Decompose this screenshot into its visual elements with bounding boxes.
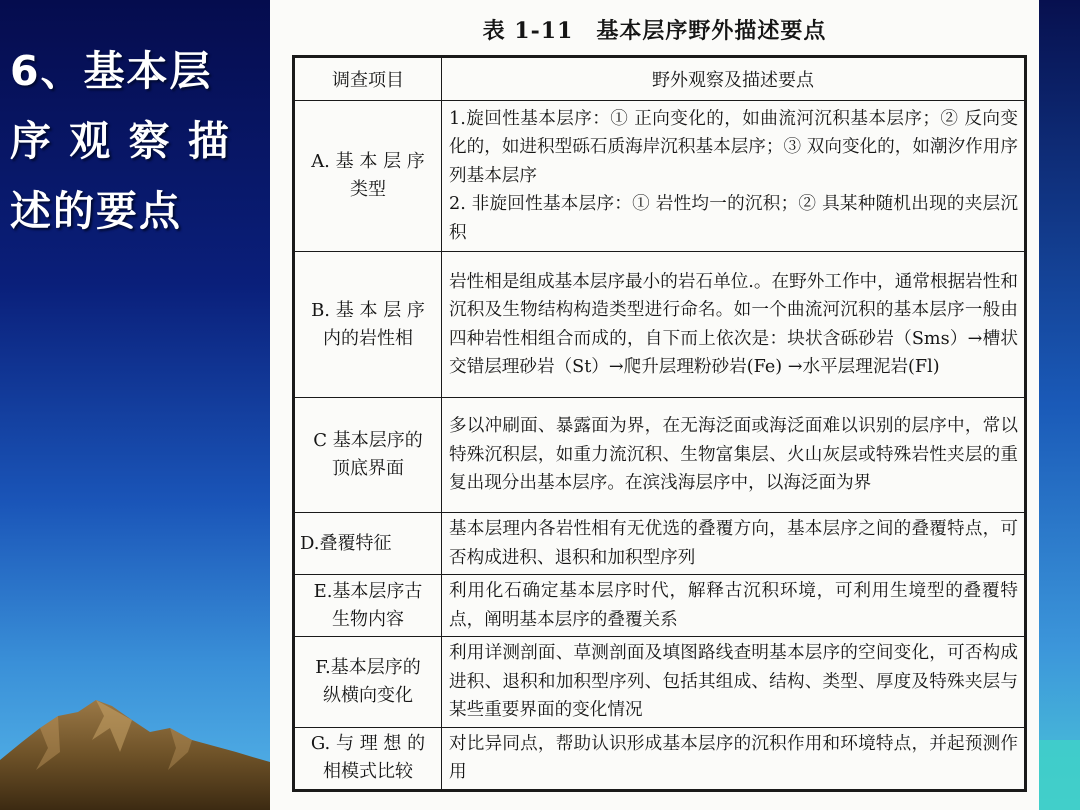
row-item-line: 顶底界面 xyxy=(332,458,404,479)
row-item-line: 类型 xyxy=(350,179,386,200)
row-item xyxy=(294,101,442,252)
row-description xyxy=(442,398,1026,513)
row-item xyxy=(294,398,442,513)
right-edge-decoration xyxy=(1039,0,1080,810)
description-paragraph: 利用详测剖面、草测剖面及填图路线查明基本层序的空间变化，可否构成进积、退积和加积型序列、包括其组成、结构、类型、厚度及特殊夹层与某些重要界面的变化情况 xyxy=(449,643,1018,720)
row-item xyxy=(294,252,442,398)
table-row xyxy=(294,575,1026,637)
row-item-line: A. 基 本 层 序 xyxy=(311,151,425,172)
slide-title-line: 序 观 察 描 xyxy=(10,117,231,165)
description-paragraph: 岩性相是组成基本层序最小的岩石单位.。在野外工作中，通常根据岩性和沉积及生物结构构造类型进行命名。如一个曲流河沉积的基本层序一般由四种岩性相组合而成的，自下而上依次是：块状含砾砂岩（Sms）→槽状交错层理砂岩（St）→爬升层理粉砂岩(Fe) →水平层理泥岩(Fl) xyxy=(449,271,1018,377)
table-row xyxy=(294,101,1026,252)
table-row xyxy=(294,513,1026,575)
row-item-line: G. 与 理 想 的 xyxy=(310,733,426,754)
row-description xyxy=(442,252,1026,398)
row-item xyxy=(294,513,442,575)
row-item-line: 生物内容 xyxy=(332,608,404,630)
table-row xyxy=(294,252,1026,398)
row-item-line: C 基本层序的 xyxy=(313,430,423,451)
row-item-line: 相模式比较 xyxy=(323,761,413,782)
table-row xyxy=(294,727,1026,790)
row-item-line: F.基本层序的 xyxy=(315,656,421,678)
description-paragraph: 1.旋回性基本层序：① 正向变化的，如曲流河沉积基本层序；② 反向变化的，如进积型砾石质海岸沉积基本层序；③ 双向变化的，如潮汐作用序列基本层序 xyxy=(449,108,1018,186)
row-item xyxy=(294,575,442,637)
description-paragraph: 2. 非旋回性基本层序：① 岩性均一的沉积；② 具某种随机出现的夹层沉积 xyxy=(449,194,1018,243)
header-description-points: 野外观察及描述要点 xyxy=(442,57,1026,101)
basic-sequence-table xyxy=(292,55,1027,792)
row-item xyxy=(294,727,442,790)
table-row xyxy=(294,398,1026,513)
row-description xyxy=(442,101,1026,252)
row-description xyxy=(442,575,1026,637)
description-paragraph: 多以冲刷面、暴露面为界，在无海泛面或海泛面难以识别的层序中，常以特殊沉积层，如重力流沉积、生物富集层、火山灰层或特殊岩性夹层的重复出现分出基本层序。在滨浅海层序中，以海泛面为界 xyxy=(449,416,1018,494)
slide-title xyxy=(10,36,260,246)
description-paragraph: 利用化石确定基本层序时代，解释古沉积环境，可利用生境型的叠覆特点，阐明基本层序的叠覆关系 xyxy=(449,581,1018,630)
header-survey-item: 调查项目 xyxy=(294,57,442,101)
table-caption: 表 1-11 基本层序野外描述要点 xyxy=(482,18,827,44)
row-item-line: E.基本层序古 xyxy=(313,580,423,602)
row-description xyxy=(442,637,1026,728)
table-row xyxy=(294,637,1026,728)
row-item-line: B. 基 本 层 序 xyxy=(311,299,425,321)
row-item xyxy=(294,637,442,728)
slide-title-line: 述的要点 xyxy=(10,187,182,235)
description-paragraph: 基本层理内各岩性相有无优选的叠覆方向，基本层序之间的叠覆特点，可否构成进积、退积和加积型序列 xyxy=(449,519,1018,568)
row-description xyxy=(442,513,1026,575)
row-description xyxy=(442,727,1026,790)
row-item-line: D.叠覆特征 xyxy=(300,532,392,554)
row-item-line: 内的岩性相 xyxy=(323,327,413,349)
slide-title-line: 6、基本层 xyxy=(10,47,213,95)
table-header-row xyxy=(294,57,1026,101)
row-item-line: 纵横向变化 xyxy=(323,684,413,706)
description-paragraph: 对比异同点，帮助认识形成基本层序的沉积作用和环境特点，并起预测作用 xyxy=(449,733,1018,782)
